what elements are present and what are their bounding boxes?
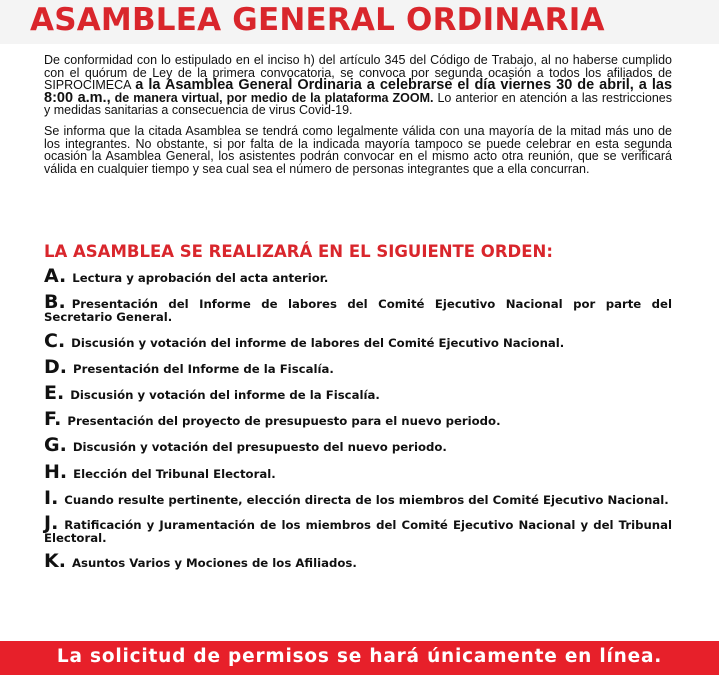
agenda-letter: G. — [44, 434, 67, 457]
agenda-text: Discusión y votación del informe de labores del Comité Ejecutivo Nacional. — [71, 335, 565, 350]
agenda-text: Ratificación y Juramentación de los miembros del Comité Ejecutivo Nacional y del Tribunal Electoral. — [44, 518, 672, 546]
agenda-item-k — [44, 550, 672, 573]
agenda-letter: I. — [44, 486, 59, 509]
agenda-letter: E. — [44, 382, 65, 405]
footer-banner — [0, 641, 719, 675]
agenda-text: Presentación del Informe de labores del Comité Ejecutivo Nacional por parte del Secretario General. — [44, 297, 672, 325]
intro-p1-after: Lo anterior en atención a las restricciones y medidas sanitarias a consecuencia de virus Covid-19. — [44, 90, 672, 118]
agenda-letter: J. — [44, 512, 59, 535]
agenda-letter: A. — [44, 265, 67, 287]
agenda-letter: B. — [44, 291, 66, 314]
agenda-letter: D. — [44, 355, 67, 378]
intro-p1-emphasis-2: de manera virtual, por medio de la plataforma ZOOM. — [110, 90, 434, 105]
agenda-letter: C. — [44, 329, 66, 352]
footer-text: La solicitud de permisos se hará únicamente en línea. — [56, 646, 663, 667]
agenda-item-g — [44, 434, 672, 457]
agenda-item-j — [44, 512, 672, 546]
page-title: ASAMBLEA GENERAL ORDINARIA — [30, 2, 605, 38]
agenda-item-i — [44, 486, 672, 509]
agenda-text: Presentación del proyecto de presupuesto para el nuevo periodo. — [67, 414, 501, 429]
order-heading: LA ASAMBLEA SE REALIZARÁ EN EL SIGUIENTE ORDEN: — [44, 242, 553, 261]
intro-p1-emphasis: a la Asamblea General Ordinaria a celebrarse el día viernes 30 de abril, a las 8:00 a.m., — [44, 77, 673, 106]
intro-text — [44, 54, 672, 183]
agenda-item-d — [44, 355, 672, 378]
agenda-item-e — [44, 382, 672, 405]
agenda-text: Elección del Tribunal Electoral. — [73, 466, 276, 481]
agenda-item-c — [44, 329, 672, 352]
agenda-text: Discusión y votación del presupuesto del nuevo periodo. — [72, 440, 447, 455]
agenda-item-f — [44, 408, 672, 431]
agenda-letter: K. — [44, 550, 66, 573]
agenda-text: Presentación del Informe de la Fiscalía. — [73, 361, 334, 376]
intro-p1-before: De conformidad con lo estipulado en el inciso h) del artículo 345 del Código de Trabajo, al no haberse cumplido con el quórum de Ley de la primera convocatoria, se convoca por segunda ocasión a todos los afiliados de SIPROCIMECA — [44, 53, 672, 93]
agenda-text: Lectura y aprobación del acta anterior. — [72, 271, 329, 285]
intro-paragraph-2: Se informa que la citada Asamblea se tendrá como legalmente válida con una mayoría de la mitad más uno de los integrantes. No obstante, si por falta de la indicada mayoría tampoco se puede celebrar en esta segunda ocasión la Asamblea General, los asistentes podrán convocar en el mismo acto otra reunión, que se verificará válida en cualquier tiempo y sea cual sea el número de personas integrantes que a ella concurran. — [44, 123, 672, 176]
agenda-text: Asuntos Varios y Mociones de los Afiliados. — [71, 556, 357, 571]
header-banner — [0, 0, 719, 44]
agenda-item-a — [44, 265, 672, 287]
agenda-letter: H. — [44, 460, 68, 483]
agenda-letter: F. — [44, 408, 62, 431]
agenda-text: Discusión y votación del informe de la Fiscalía. — [70, 388, 380, 403]
agenda-item-h — [44, 460, 672, 483]
agenda-item-b — [44, 291, 672, 325]
agenda-text: Cuando resulte pertinente, elección directa de los miembros del Comité Ejecutivo Nacional. — [64, 492, 669, 507]
intro-paragraph-1 — [44, 54, 672, 117]
agenda-list — [44, 265, 672, 582]
